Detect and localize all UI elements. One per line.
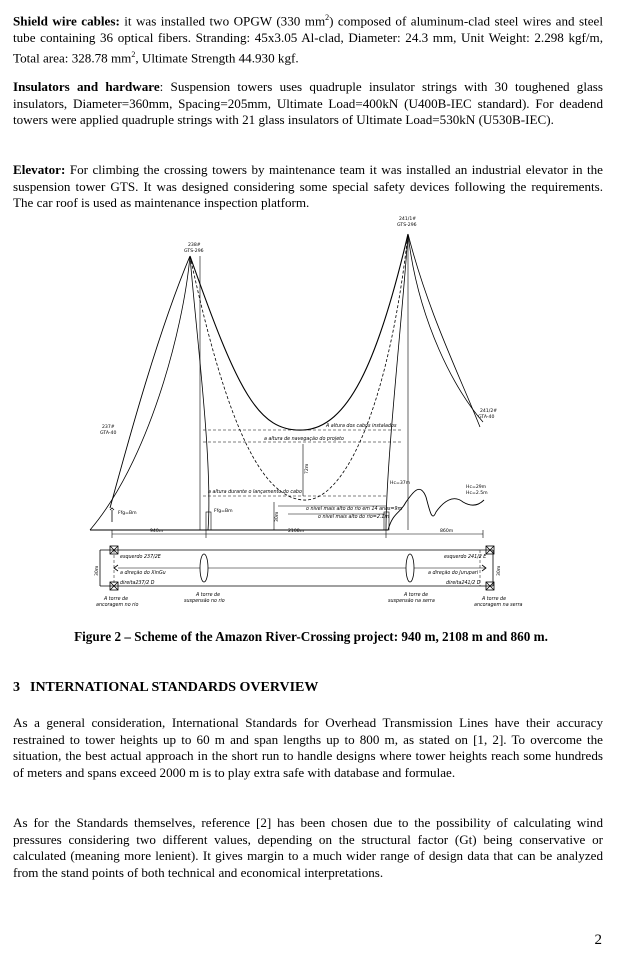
plan-right-direita: direita241/2 D [446, 581, 481, 586]
shield-wire-paragraph: Shield wire cables: it was installed two OPGW (330 $mm^2$) composed of aluminum-clad steel wires and steel tube containing 36 optical fibers. Stranding: 45x3.05 Al-clad, Diameter: 24.3 mm, Unit Weight: 2.298 kgf/m, Total area: 328.78 $mm^2$, Ultimate Strength 44.930 kgf. [13, 13, 603, 65]
plan-view [100, 546, 494, 590]
plan-right-esquerdo: esquerdo 241/2 E [444, 555, 487, 560]
label-anchor-river-b: ancoragem no rio [96, 603, 139, 608]
tower-241-1-type: GTS-296 [397, 223, 417, 228]
annotation-right-small-c: Hc=2.5m [466, 491, 488, 496]
shield-wire-label: Shield wire cables: [13, 13, 120, 29]
dimension-72m: 72m [305, 463, 310, 474]
annotation-river-14y: o nível mais alto do rio em 14 anos=9m [306, 507, 403, 512]
section-title: INTERNATIONAL STANDARDS OVERVIEW [30, 680, 319, 695]
tower-241-2-label: 241/2# [480, 409, 498, 414]
tower-237-type: GTA-40 [100, 431, 117, 436]
annotation-installation-height: a altura durante o lançamento do cabo [208, 490, 302, 495]
annotation-left-small: Ffg=Bm [118, 511, 137, 516]
label-anchor-river-a: A torre de [104, 597, 129, 602]
dimension-30m: 30m [275, 511, 280, 522]
elevator-label: Elevator: [13, 162, 66, 177]
plan-dim-left: 30m [95, 565, 100, 576]
section-heading [13, 680, 328, 696]
figure-caption: Figure 2 – Scheme of the Amazon River-Crossing project: 940 m, 2108 m and 860 m. [74, 629, 548, 644]
river-crossing-figure [88, 212, 538, 624]
label-anchor-hill-a: A torre de [482, 597, 507, 602]
tower-237-label: 237# [102, 425, 115, 430]
body-paragraph-2: As for the Standards themselves, reference [2] has been chosen due to the possibility of calculating wind pressures considering two different values, depending on the structural factor (Gt) being conservative or calculated (meaning more lenient). It gives margin to a much wider range of design data that can be analyzed from the stand points of both technical and economical interpretations. [13, 815, 603, 880]
annotation-mid-small: Ffg=Bm [214, 509, 233, 514]
tower-238-label: 238# [188, 243, 201, 248]
annotation-right-small-b: Hc=29m [466, 485, 487, 490]
insulators-label: Insulators and hardware [13, 79, 160, 94]
tower-238-type: GTS-296 [184, 249, 204, 254]
annotation-installed-cables: A altura dos cabos instalados [326, 424, 397, 429]
label-suspension-hill-a: A torre de [404, 593, 429, 598]
span-right-conductor [408, 234, 480, 427]
span-860m: 860m [440, 529, 454, 534]
label-suspension-river-b: suspensão no rio [184, 599, 225, 604]
plan-left-esquerdo: esquerdo 237/2E [120, 555, 161, 560]
tower-237-top [110, 508, 114, 510]
tower-241-2-type: GTA-40 [478, 415, 495, 420]
body-paragraph-1: As a general consideration, International Standards for Overhead Transmission Lines have their accuracy restrained to tower heights up to 60 m and span lengths up to 800 m, as stated on [1, 2]. To overcome the situation, the best actual approach in the short run to handle designs where tower heights reach some hundreds of meters and spans exceed 2000 m is to play extra safe with database and formulae. [13, 715, 603, 780]
tower-241-right-leg [408, 234, 483, 422]
annotation-river-max: o nível mais alto do rio=2.1m [318, 515, 390, 520]
annotation-navigation-height: a altura de navegação do projeto [264, 437, 344, 442]
section-number: 3 [13, 680, 20, 695]
installation-conductor-curve [190, 234, 408, 500]
elevator-paragraph: Elevator: For climbing the crossing towers by maintenance team it was installed an industrial elevator in the suspension tower GTS. It was designed considering some special safety devices following the requirements. The car roof is used as maintenance inspection platform. [13, 162, 603, 211]
plan-direction-jurupari: a direção do Jurupari [428, 571, 479, 576]
main-conductor-curve [190, 234, 408, 430]
tower-238-left-leg [90, 256, 190, 530]
plan-dim-right: 30m [497, 565, 502, 576]
insulators-paragraph: Insulators and hardware: Suspension towers uses quadruple insulator strings with 30 toughened glass insulators, Diameter=360mm, Spacing=205mm, Ultimate Load=400kN (U400B-IEC standard). For deadend towers were applied quadruple strings with 21 glass insulators of Ultimate Load=530kN (U530B-IEC). [13, 79, 603, 128]
span-2108m: 2108m [288, 529, 305, 534]
page-number: 2 [594, 932, 602, 948]
span-940m: 940m [150, 529, 164, 534]
annotation-right-small-a: Hc=37m [390, 481, 411, 486]
tower-241-1-label: 241/1# [399, 217, 417, 222]
label-anchor-hill-b: ancoragem na serra [474, 603, 523, 608]
plan-left-direita: direita237/2 D [120, 581, 155, 586]
label-suspension-river-a: A torre de [196, 593, 221, 598]
span-left-conductor [110, 256, 190, 508]
label-suspension-hill-b: suspensão na serra [388, 599, 435, 604]
plan-direction-xingu: a direção do XinGu [120, 571, 166, 576]
